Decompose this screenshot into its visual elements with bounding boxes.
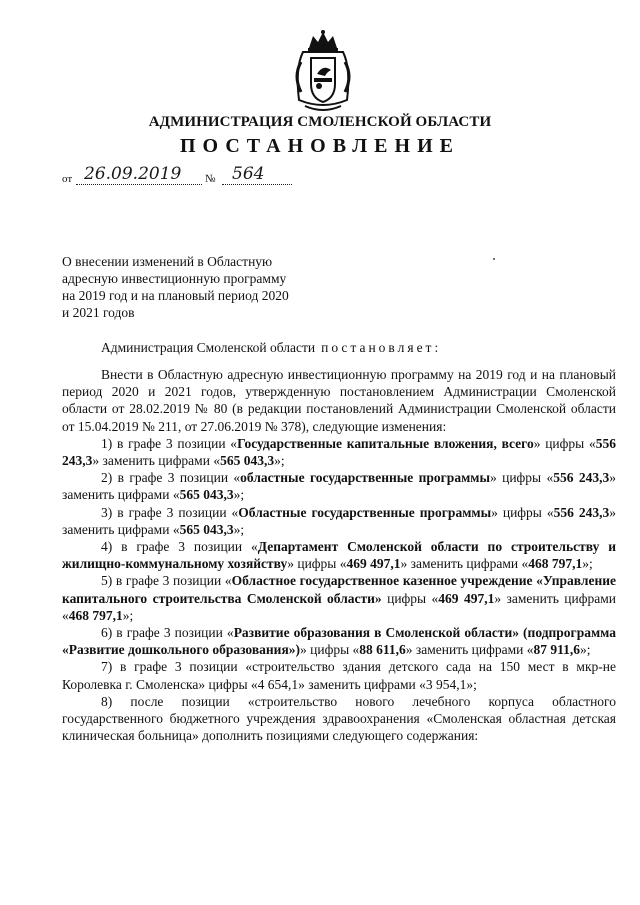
text-fragment: » цифры « (491, 504, 554, 520)
paragraph (62, 504, 616, 538)
bold-fragment: 565 043,3 (179, 521, 234, 537)
bold-fragment: Развитие образования в Смоленской области» (подпрограмма «Развитие дошкольного образования») (62, 625, 616, 658)
date-number-line (62, 166, 322, 186)
title-line: и 2021 годов (62, 305, 135, 320)
date-underline (76, 184, 202, 185)
paragraph (62, 693, 616, 745)
text-fragment: 1) в графе 3 позиции « (101, 435, 238, 451)
paragraph (62, 366, 616, 435)
text-fragment: »; (233, 521, 245, 537)
text-fragment: » заменить цифрами « (62, 504, 616, 537)
organization-name: АДМИНИСТРАЦИЯ СМОЛЕНСКОЙ ОБЛАСТИ (148, 114, 492, 130)
bold-fragment: 565 043,3 (220, 453, 275, 469)
bold-fragment: Областное государственное казенное учреждение «Управление капитального строительства Смоленской области» (62, 573, 616, 606)
text-fragment: »; (233, 487, 245, 503)
bold-fragment: Государственные капитальные вложения, всего (237, 435, 534, 451)
bold-fragment: 556 243,3 (553, 504, 610, 520)
text-fragment: » заменить цифрами « (405, 642, 534, 658)
text-fragment: цифры « (381, 590, 439, 606)
bold-fragment: областные государственные программы (240, 470, 490, 486)
number-prefix: № (205, 173, 216, 185)
bold-fragment: 88 611,6 (359, 642, 406, 658)
decree-subject: Администрация Смоленской области (101, 340, 316, 355)
text-fragment: » заменить цифрами « (92, 453, 221, 469)
text-fragment: » цифры « (490, 470, 554, 486)
text-fragment: »; (582, 556, 593, 572)
bold-fragment: 468 797,1 (528, 556, 583, 572)
document-type: ПОСТАНОВЛЕНИЕ (180, 135, 460, 157)
paragraph (62, 572, 616, 624)
title-line: на 2019 год и на плановый период 2020 (62, 288, 289, 303)
text-fragment: » цифры « (287, 556, 347, 572)
scan-speck (493, 258, 495, 260)
decree-verb: постановляет: (321, 340, 442, 355)
bold-fragment: 469 497,1 (438, 590, 495, 606)
bold-fragment: 468 797,1 (68, 607, 123, 623)
text-fragment: » заменить цифрами « (62, 590, 617, 623)
document-body (62, 366, 616, 744)
text-fragment: Внести в Областную адресную инвестиционную программу на 2019 год и на плановый период 2020 и 2021 годов, утвержденную постановлением Администрации Смоленской области от 28.02.2019 № 80 (в редакции постановлений Администрации Смоленской области от 15.04.2019 № 211, от 27.06.2019 № 378), следующие изменения: (62, 367, 616, 434)
text-fragment: 2) в графе 3 позиции « (101, 470, 241, 486)
title-line: О внесении изменений в Областную (62, 254, 273, 269)
bold-fragment: 87 911,6 (533, 642, 581, 658)
paragraph (62, 469, 616, 503)
bold-fragment: 565 043,3 (179, 487, 234, 503)
text-fragment: » заменить цифрами « (62, 470, 616, 503)
number-underline (222, 184, 292, 185)
paragraph (62, 538, 616, 572)
text-fragment: 4) в графе 3 позиции « (101, 539, 258, 555)
paragraph (62, 658, 616, 692)
document-title (62, 253, 362, 321)
text-fragment: »; (580, 642, 591, 658)
bold-fragment: 556 243,3 (62, 435, 616, 469)
handwritten-date: 26.09.2019 (84, 164, 182, 184)
paragraph (62, 624, 616, 658)
bold-fragment: 469 497,1 (346, 556, 401, 572)
text-fragment: 3) в графе 3 позиции « (101, 504, 239, 520)
decree-statement (101, 340, 441, 356)
text-fragment: »; (122, 607, 134, 623)
text-fragment: » цифры « (533, 435, 596, 451)
text-fragment: 8) после позиции «строительство нового лечебного корпуса областного государственного бюджетного учреждения здравоохранения «Смоленская областная детская клиническая больница» дополнить позициями следующего содержания: (62, 693, 616, 744)
date-prefix: от (62, 173, 73, 185)
bold-fragment: Департамент Смоленской области по строительству и жилищно-коммунальному хозяйству (62, 539, 616, 572)
coat-of-arms-icon (287, 28, 359, 114)
text-fragment: »; (274, 453, 285, 469)
handwritten-number: 564 (232, 164, 265, 184)
text-fragment: 5) в графе 3 позиции « (101, 573, 232, 589)
bold-fragment: Областные государственные программы (238, 504, 492, 520)
text-fragment: 6) в графе 3 позиции « (101, 625, 234, 641)
bold-fragment: 556 243,3 (553, 470, 610, 486)
text-fragment: » цифры « (300, 642, 360, 658)
text-fragment: 7) в графе 3 позиции «строительство здания детского сада на 150 мест в мкр-не Королевка г. Смоленска» цифры «4 654,1» заменить цифрами «3 954,1»; (62, 659, 616, 692)
text-fragment: » заменить цифрами « (400, 556, 529, 572)
paragraph (62, 435, 616, 469)
title-line: адресную инвестиционную программу (62, 271, 287, 286)
